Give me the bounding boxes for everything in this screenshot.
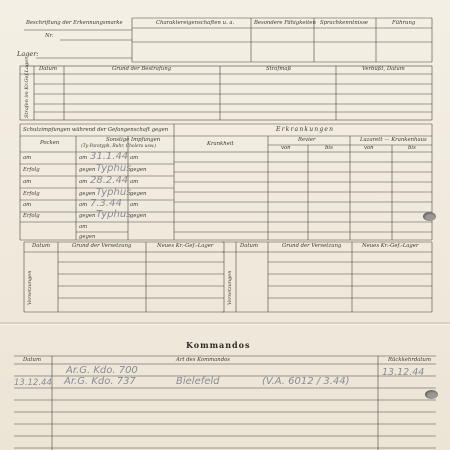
kommando-entry-place: Bielefeld (176, 376, 220, 387)
vacc-row-label: am (23, 179, 32, 185)
punch-hole-lower (425, 390, 438, 399)
vacc-row-mid: am (79, 202, 88, 208)
kommando-entry-type: Ar.G. Kdo. 700 (66, 365, 138, 376)
transfers-right-col-camp: Neues Kr.-Gef.-Lager (362, 243, 419, 249)
languages-header: Sprachkenntnisse (320, 20, 369, 26)
vacc-handwritten: Typhus (96, 163, 132, 174)
kommandos-col-type: Art des Kommandos (176, 357, 231, 363)
kommandos-col-date: Datum (23, 357, 41, 363)
vacc-row-right: am (130, 155, 139, 161)
kommando-entry-return: 13.12.44 (382, 367, 425, 378)
kommando-entry-date: 13.12.44 (14, 378, 52, 388)
transfers-side-label-right: Versetzungen (227, 270, 233, 305)
illnesses-title: Erkrankungen (276, 126, 335, 133)
conduct-header: Führung (392, 20, 416, 26)
vacc-row-mid: gegen (79, 234, 96, 240)
infirmary-to: bis (325, 145, 333, 151)
vacc-row-right: gegen (130, 191, 147, 197)
traits-header: Charaktereigenschaften u. a. (156, 20, 235, 26)
punishments-col-reason: Grund der Bestrafung (112, 66, 172, 72)
kommando-entry-type: Ar.G. Kdo. 737 (64, 376, 136, 387)
vacc-handwritten: 31.1.44 (90, 151, 129, 162)
illness-col: Krankheit (207, 141, 234, 147)
transfers-left-col-reason: Grund der Versetzung (72, 243, 132, 249)
transfers-right-col-date: Datum (240, 243, 258, 249)
abilities-header: Besondere Fähigkeiten (254, 20, 316, 26)
vacc-handwritten: Typhus (96, 209, 132, 220)
vacc-row-mid: gegen (79, 167, 96, 173)
vacc-row-right: am (130, 179, 139, 185)
transfers-left-col-camp: Neues Kr.-Gef.-Lager (157, 243, 214, 249)
vacc-row-right: gegen (130, 167, 147, 173)
infirmary-from: von (281, 145, 291, 151)
vacc-row-mid: am (79, 179, 88, 185)
vacc-row-right: am (130, 202, 139, 208)
hospital-to: bis (408, 145, 416, 151)
camp-label: Lager: (17, 50, 39, 58)
vaccinations-title: Schutzimpfungen während der Gefangenschaft gegen (23, 127, 169, 133)
transfers-left-col-date: Datum (32, 243, 50, 249)
identity-tag-label: Beschriftung der Erkennungsmarke (26, 20, 123, 26)
punishments-col-date: Datum (39, 66, 57, 72)
hospital-from: von (364, 145, 374, 151)
vacc-row-label: am (23, 202, 32, 208)
punishments-side-label: Strafen im Kr.Gef.Lager (24, 57, 30, 118)
punch-hole-upper (423, 212, 436, 221)
vacc-row-right: gegen (130, 213, 147, 219)
vacc-handwritten: Typhus (96, 187, 132, 198)
kommandos-title: Kommandos (186, 340, 251, 350)
vacc-row-label: am (23, 155, 32, 161)
kommandos-col-return: Rückkehrdatum (388, 357, 431, 363)
vacc-handwritten: 28.2.44 (90, 175, 129, 186)
infirmary-col: Revier (298, 137, 316, 143)
vacc-row-mid: gegen (79, 191, 96, 197)
transfers-side-label-left: Versetzungen (27, 270, 33, 305)
number-label: Nr. (45, 33, 54, 39)
transfers-right-col-reason: Grund der Versetzung (282, 243, 342, 249)
vacc-row-mid: am (79, 224, 88, 230)
vacc-handwritten: 7.3.44 (90, 198, 122, 209)
vacc-row-label: Erfolg (23, 191, 40, 197)
punishments-col-penalty: Strafmaß (266, 66, 292, 72)
vaccination-col-other-sub: (Ty-Paratyph, Ruhr, Cholera usw.) (81, 144, 157, 149)
vaccination-col-other: Sonstige Impfungen (106, 137, 161, 143)
punishments-col-served: Verbüßt, Datum (362, 66, 405, 72)
kommando-entry-ref: (V.A. 6012 / 3.44) (262, 376, 350, 387)
vacc-row-label: Erfolg (23, 167, 40, 173)
vacc-row-mid: gegen (79, 213, 96, 219)
vacc-row-label: Erfolg (23, 213, 40, 219)
hospital-col: Lazarett — Krankenhaus (360, 137, 427, 143)
vaccination-col-smallpox: Pocken (40, 140, 60, 146)
vacc-row-mid: am (79, 155, 88, 161)
